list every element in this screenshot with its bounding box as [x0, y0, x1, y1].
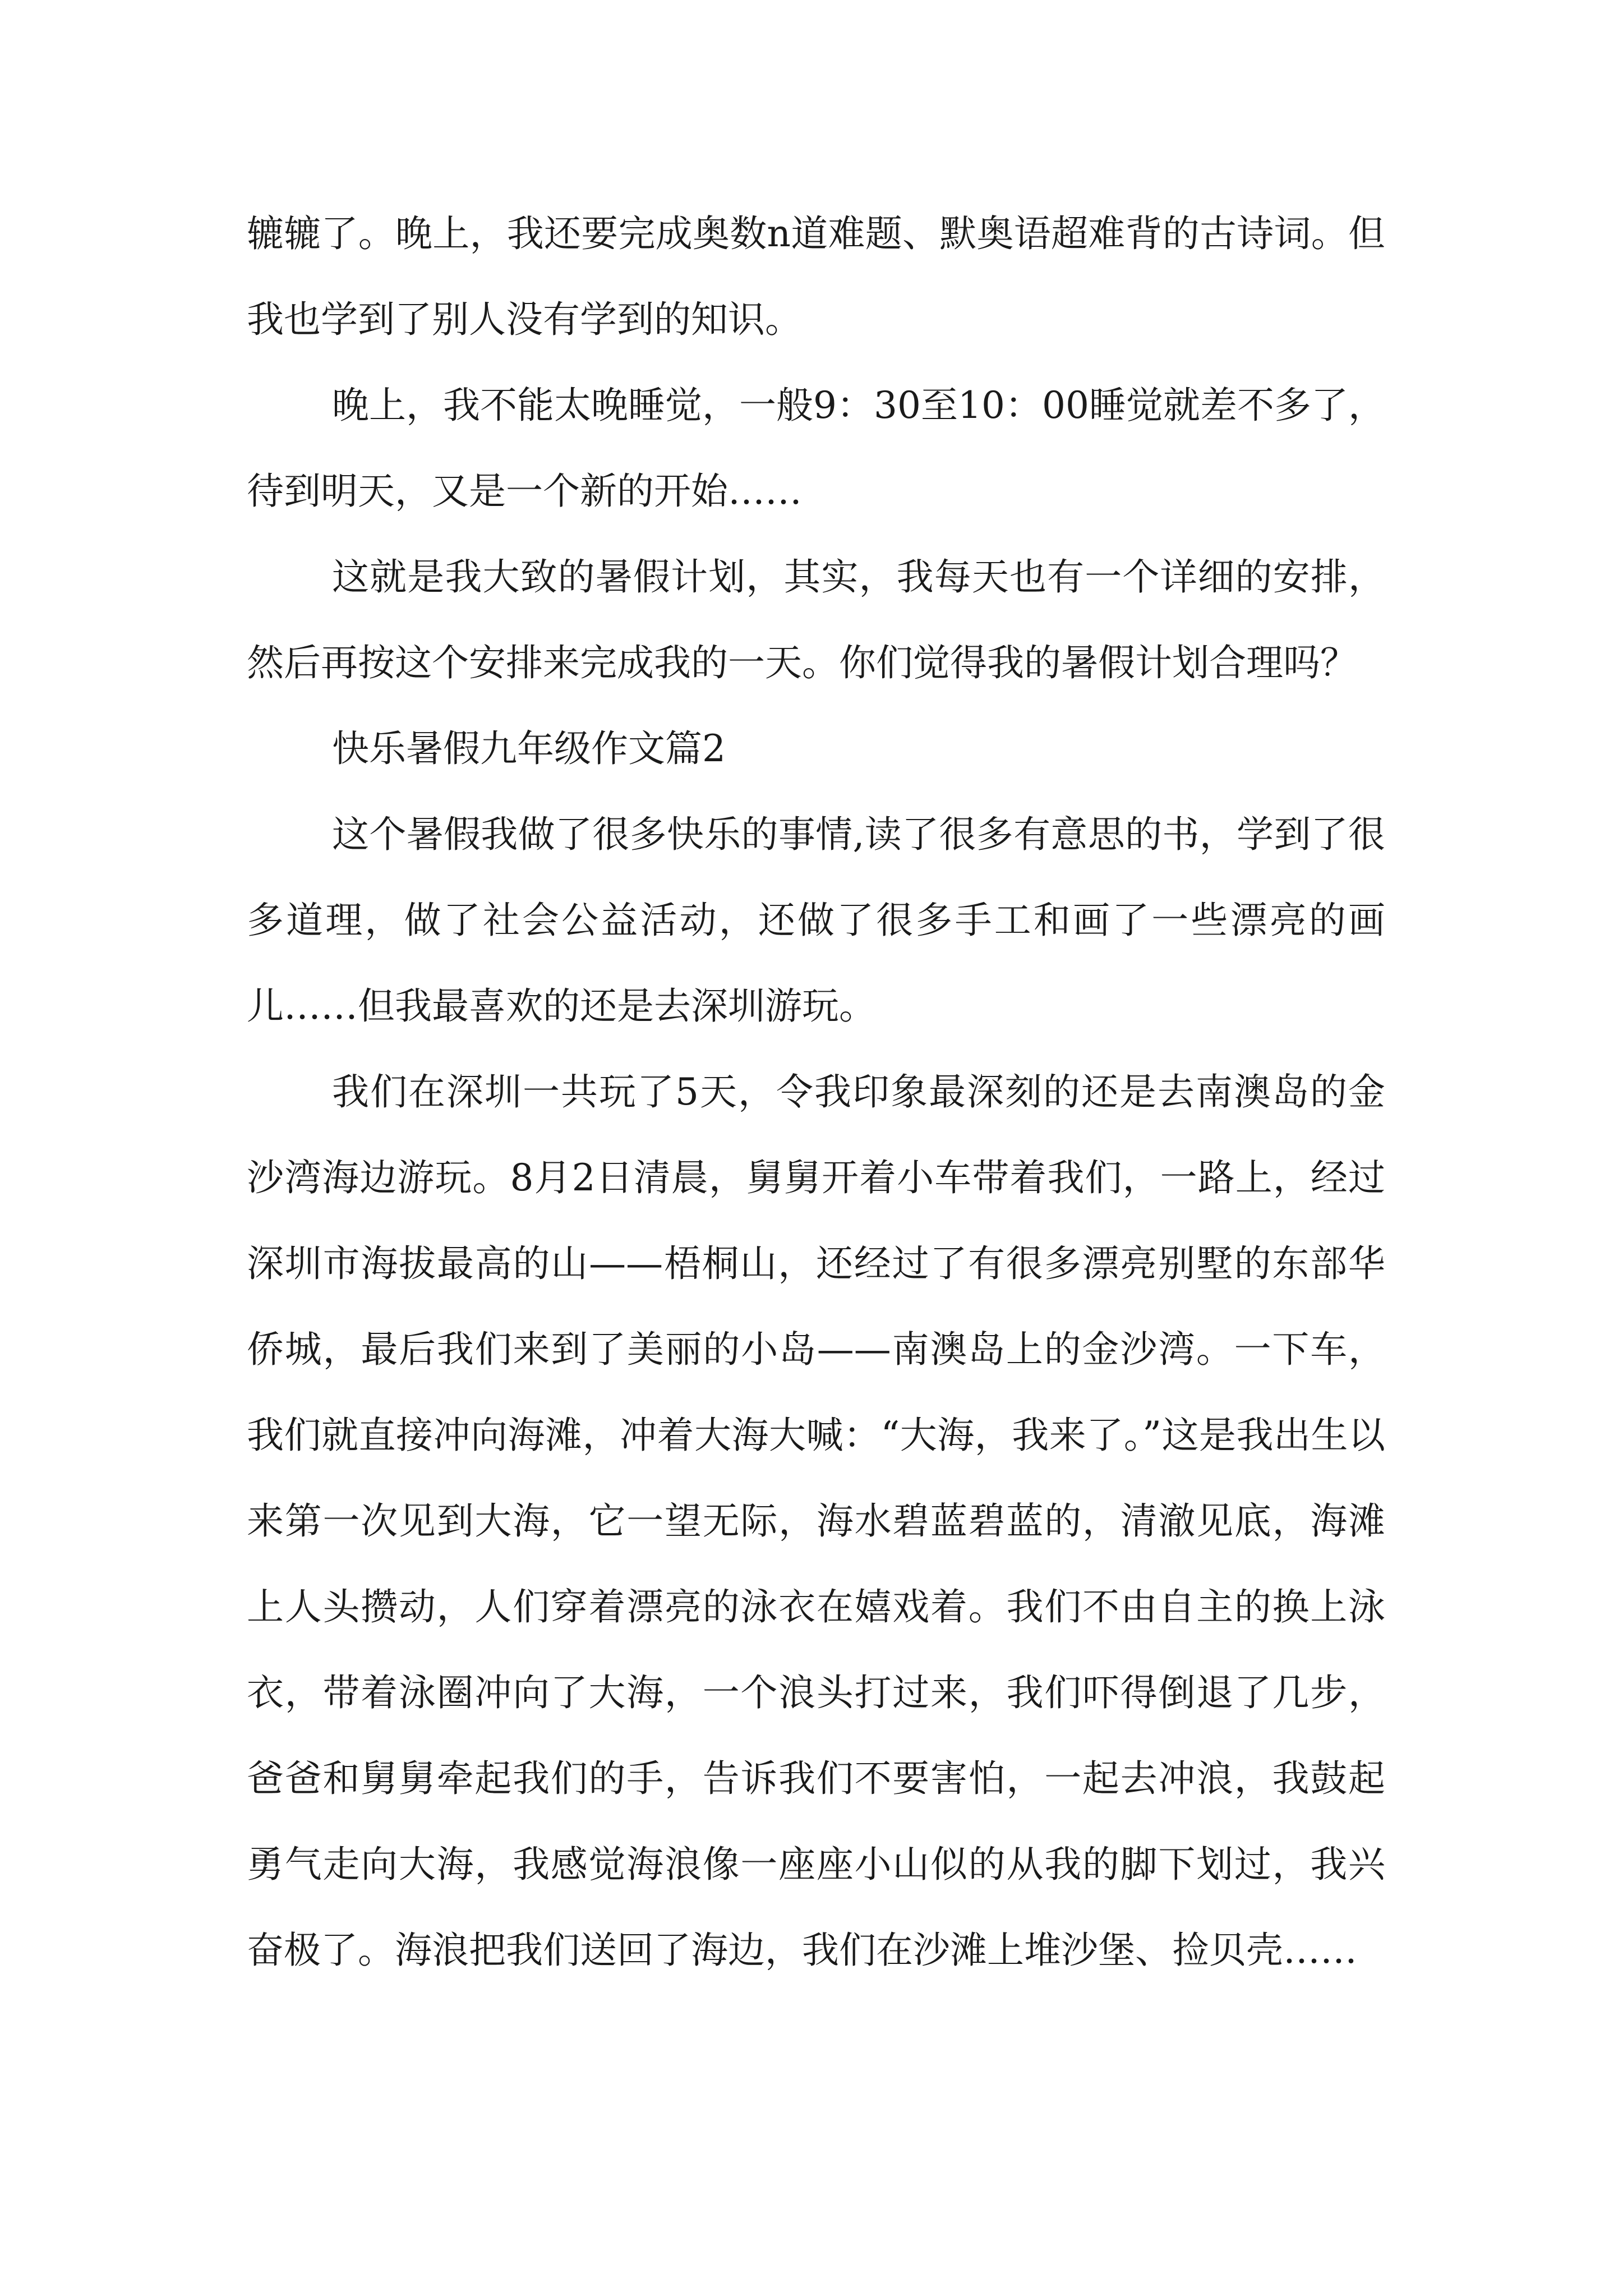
- document-page: [247, 191, 1385, 1993]
- paragraph-3: 这就是我大致的暑假计划，其实，我每天也有一个详细的安排，然后再按这个安排来完成我的一天。你们觉得我的暑假计划合理吗？: [247, 555, 1385, 684]
- paragraph-2: 晚上，我不能太晚睡觉，一般9：30至10：00睡觉就差不多了，待到明天，又是一个新的开始……: [247, 384, 1385, 513]
- paragraph-1: 辘辘了。晚上，我还要完成奥数n道难题、默奥语超难背的古诗词。但我也学到了别人没有学到的知识。: [247, 212, 1385, 341]
- section-heading: 快乐暑假九年级作文篇2: [332, 727, 726, 770]
- section-paragraph-2: 我们在深圳一共玩了5天，令我印象最深刻的还是去南澳岛的金沙湾海边游玩。8月2日清晨，舅舅开着小车带着我们，一路上，经过深圳市海拔最高的山——梧桐山，还经过了有很多漂亮别墅的东部华侨城，最后我们来到了美丽的小岛——南澳岛上的金沙湾。一下车，我们就直接冲向海滩，冲着大海大喊：“大海，我来了。”这是我出生以来第一次见到大海，它一望无际，海水碧蓝碧蓝的，清澈见底，海滩上人头攒动，人们穿着漂亮的泳衣在嬉戏着。我们不由自主的换上泳衣，带着泳圈冲向了大海，一个浪头打过来，我们吓得倒退了几步，爸爸和舅舅牵起我们的手，告诉我们不要害怕，一起去冲浪，我鼓起勇气走向大海，我感觉海浪像一座座小山似的从我的脚下划过，我兴奋极了。海浪把我们送回了海边，我们在沙滩上堆沙堡、捡贝壳……: [247, 1070, 1385, 1972]
- section-paragraph-1: 这个暑假我做了很多快乐的事情,读了很多有意思的书，学到了很多道理，做了社会公益活动，还做了很多手工和画了一些漂亮的画儿……但我最喜欢的还是去深圳游玩。: [247, 813, 1385, 1028]
